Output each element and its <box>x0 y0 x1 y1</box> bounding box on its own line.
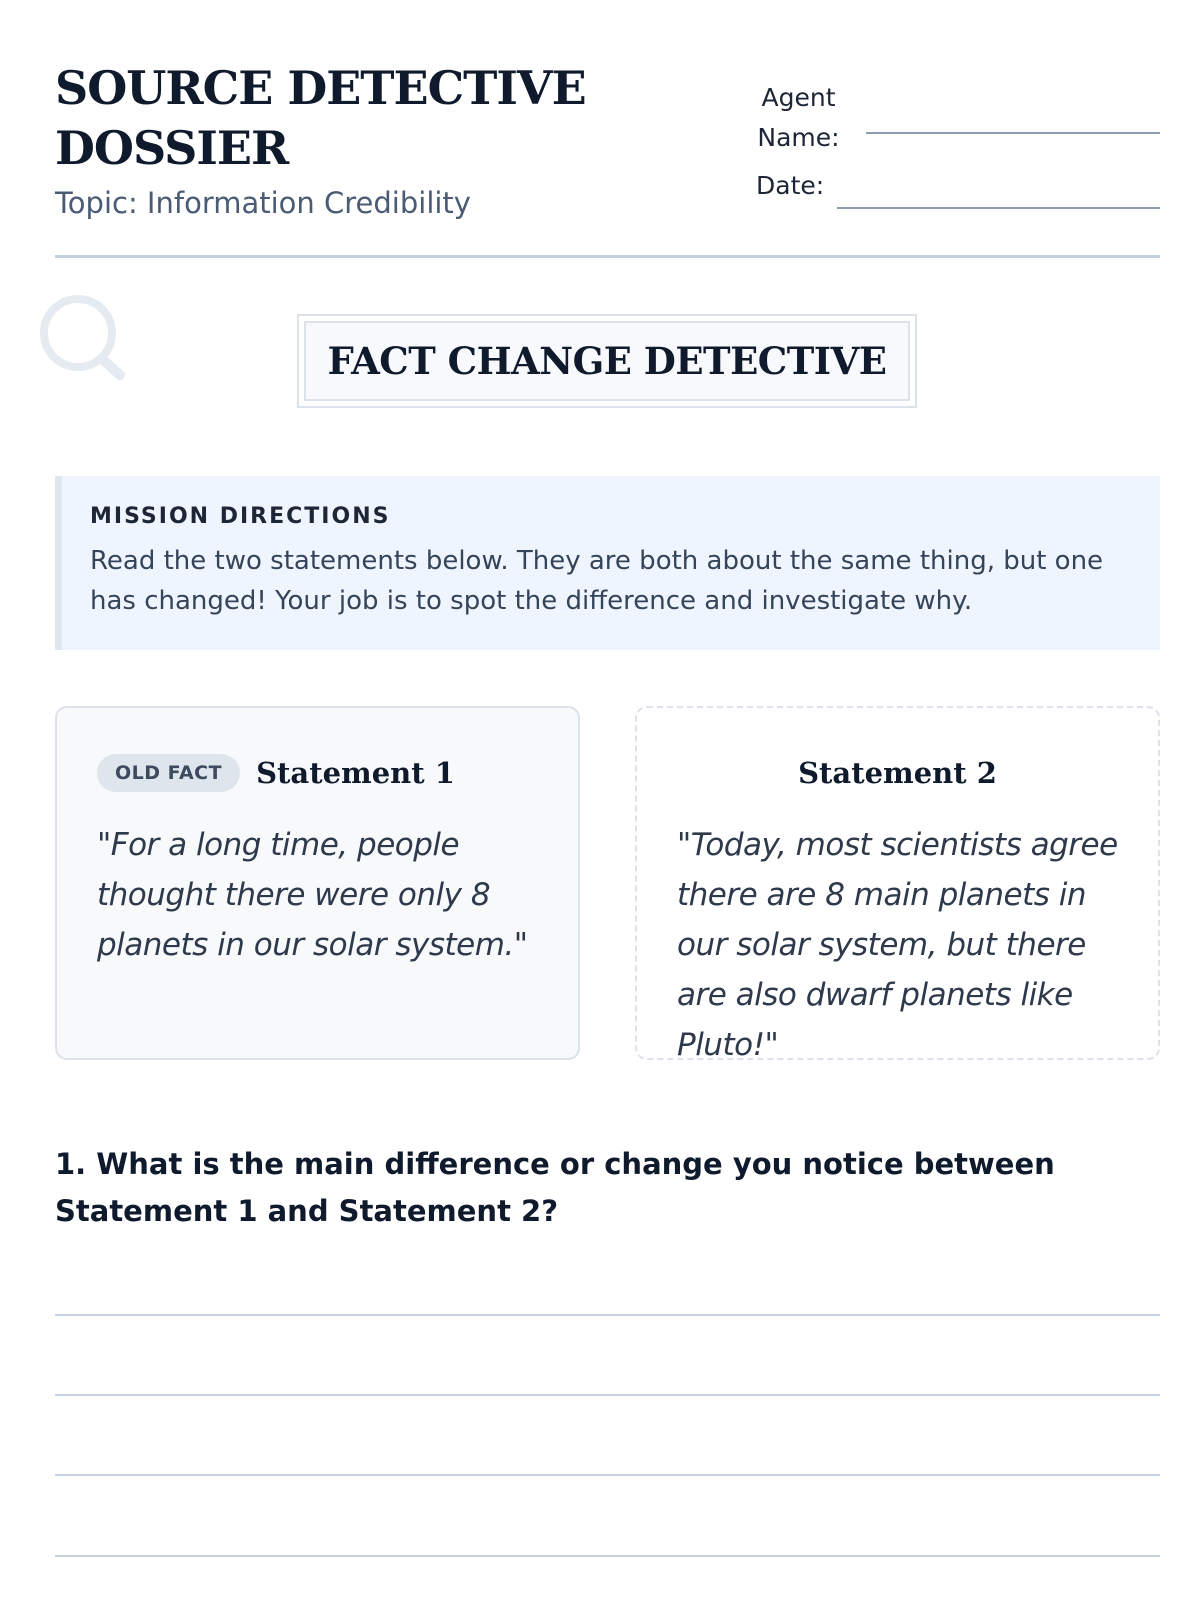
directions-title: MISSION DIRECTIONS <box>90 504 391 529</box>
directions-text: Read the two statements below. They are both about the same thing, but one has changed! Your job is to spot the difference and investigate why. <box>90 546 1104 616</box>
answer-line[interactable] <box>55 1394 1160 1396</box>
answer-line[interactable] <box>55 1314 1160 1316</box>
agent-name-label: Agent Name: <box>757 83 840 152</box>
statement-2-quote: "Today, most scientists agree there are 8 main planets in our solar system, but there are also dwarf planets like Pluto!" <box>677 827 1118 1063</box>
statement-card-1 <box>55 706 580 1060</box>
answer-line[interactable] <box>55 1555 1160 1557</box>
magnifying-glass-icon <box>34 295 134 390</box>
agent-name-field[interactable] <box>866 132 1160 134</box>
worksheet-title: SOURCE DETECTIVE DOSSIER <box>55 61 586 175</box>
banner-title: FACT CHANGE DETECTIVE <box>327 339 887 383</box>
statement-2-title: Statement 2 <box>798 756 997 790</box>
statement-1-title: Statement 1 <box>256 756 455 790</box>
old-fact-badge: OLD FACT <box>97 754 240 792</box>
question-1: 1. What is the main difference or change you notice between Statement 1 and Statement 2? <box>55 1147 1055 1228</box>
answer-line[interactable] <box>55 1474 1160 1476</box>
mission-directions <box>55 476 1160 650</box>
header-divider <box>55 255 1160 258</box>
statement-card-2 <box>635 706 1160 1063</box>
section-banner <box>297 314 917 408</box>
date-field[interactable] <box>837 207 1160 209</box>
statement-1-quote: "For a long time, people thought there were only 8 planets in our solar system." <box>97 827 528 963</box>
statement-2-header <box>677 752 1118 794</box>
topic-subtitle: Topic: Information Credibility <box>55 186 471 220</box>
date-label: Date: <box>756 171 825 200</box>
statement-1-header <box>97 752 538 794</box>
